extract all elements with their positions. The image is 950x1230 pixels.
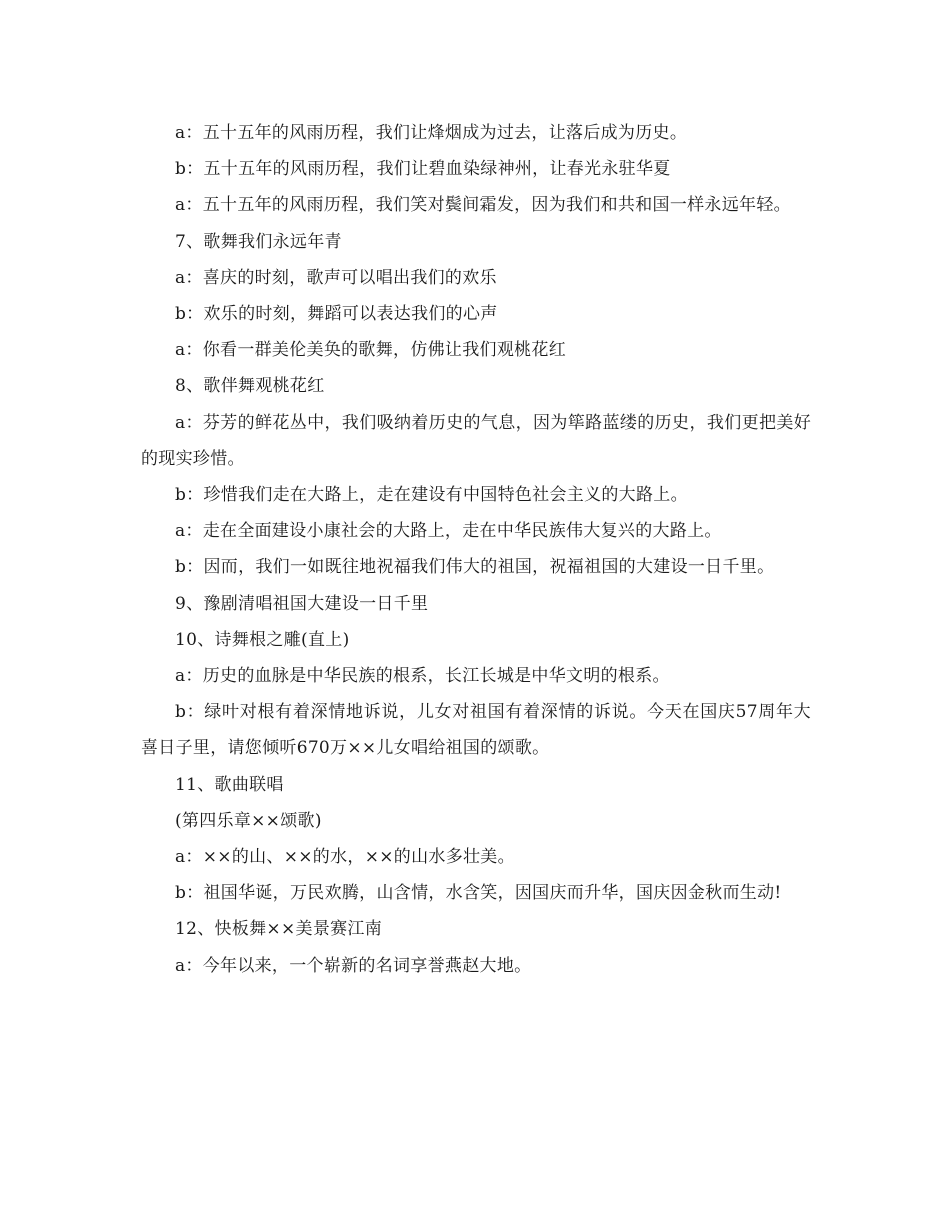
document-body [141, 115, 811, 984]
paragraph: b：因而，我们一如既往地祝福我们伟大的祖国，祝福祖国的大建设一日千里。 [175, 557, 775, 578]
paragraph: a：芬芳的鲜花丛中，我们吸纳着历史的气息，因为筚路蓝缕的历史，我们更把美好的现实珍惜。 [141, 412, 811, 469]
section-subheading: (第四乐章××颂歌) [175, 810, 322, 831]
paragraph: b：珍惜我们走在大路上，走在建设有中国特色社会主义的大路上。 [175, 485, 688, 506]
paragraph: b：绿叶对根有着深情地诉说，儿女对祖国有着深情的诉说。今天在国庆57周年大喜日子里，请您倾听670万××儿女唱给祖国的颂歌。 [141, 702, 811, 759]
paragraph: b：欢乐的时刻，舞蹈可以表达我们的心声 [175, 304, 498, 325]
paragraph: a：××的山、××的水，××的山水多壮美。 [175, 847, 515, 868]
paragraph: a：五十五年的风雨历程，我们让烽烟成为过去，让落后成为历史。 [175, 123, 688, 143]
paragraph: a：五十五年的风雨历程，我们笑对鬓间霜发，因为我们和共和国一样永远年轻。 [175, 195, 791, 216]
paragraph: a：你看一群美伦美奂的歌舞，仿佛让我们观桃花红 [175, 340, 567, 361]
section-heading: 7、歌舞我们永远年青 [175, 231, 342, 252]
section-heading: 9、豫剧清唱祖国大建设一日千里 [175, 593, 429, 614]
section-heading: 11、歌曲联唱 [175, 774, 284, 795]
section-heading: 8、歌伴舞观桃花红 [175, 376, 325, 397]
section-heading: 12、快板舞××美景赛江南 [175, 919, 383, 940]
paragraph: b：祖国华诞，万民欢腾，山含情，水含笑，因国庆而升华，国庆因金秋而生动! [175, 883, 782, 904]
paragraph: a：今年以来，一个崭新的名词享誉燕赵大地。 [175, 955, 532, 976]
paragraph: a：喜庆的时刻，歌声可以唱出我们的欢乐 [175, 267, 497, 288]
paragraph: a：走在全面建设小康社会的大路上，走在中华民族伟大复兴的大路上。 [175, 521, 722, 542]
paragraph: a：历史的血脉是中华民族的根系，长江长城是中华文明的根系。 [175, 666, 670, 687]
paragraph: b：五十五年的风雨历程，我们让碧血染绿神州，让春光永驻华夏 [175, 159, 671, 180]
section-heading: 10、诗舞根之雕(直上) [175, 629, 350, 650]
